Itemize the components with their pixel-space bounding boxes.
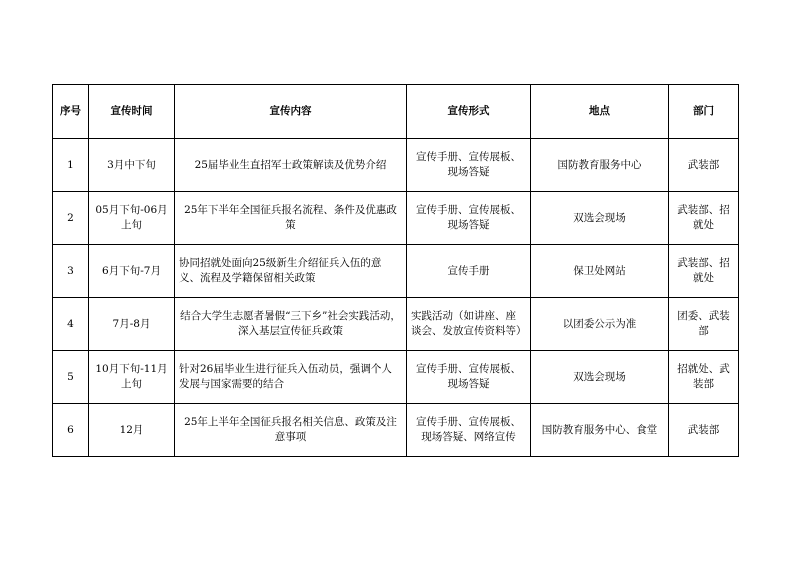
header-location: 地点	[531, 85, 669, 139]
table-row	[53, 351, 739, 404]
cell-time: 3月中下旬	[89, 139, 175, 192]
header-time: 宣传时间	[89, 85, 175, 139]
table-row	[53, 139, 739, 192]
cell-time: 12月	[89, 404, 175, 457]
table-header-row	[53, 85, 739, 139]
cell-form: 宣传手册	[407, 245, 531, 298]
cell-index: 4	[53, 298, 89, 351]
table-row	[53, 245, 739, 298]
cell-content: 25年上半年全国征兵报名相关信息、政策及注意事项	[175, 404, 407, 457]
table-row	[53, 192, 739, 245]
cell-index: 1	[53, 139, 89, 192]
cell-location: 保卫处网站	[531, 245, 669, 298]
cell-location: 以团委公示为准	[531, 298, 669, 351]
cell-index: 5	[53, 351, 89, 404]
cell-dept: 团委、武装部	[669, 298, 739, 351]
cell-location: 双选会现场	[531, 351, 669, 404]
header-form: 宣传形式	[407, 85, 531, 139]
cell-content: 针对26届毕业生进行征兵入伍动员，强调个人发展与国家需要的结合	[175, 351, 407, 404]
cell-content: 结合大学生志愿者暑假“三下乡”社会实践活动，深入基层宣传征兵政策	[175, 298, 407, 351]
cell-location: 国防教育服务中心	[531, 139, 669, 192]
schedule-table	[52, 84, 739, 457]
cell-dept: 招就处、武装部	[669, 351, 739, 404]
header-dept: 部门	[669, 85, 739, 139]
cell-dept: 武装部、招就处	[669, 192, 739, 245]
cell-index: 3	[53, 245, 89, 298]
cell-dept: 武装部	[669, 139, 739, 192]
cell-form: 实践活动（如讲座、座谈会、发放宣传资料等）	[407, 298, 531, 351]
cell-form: 宣传手册、宣传展板、现场答疑	[407, 192, 531, 245]
cell-index: 6	[53, 404, 89, 457]
cell-time: 6月下旬-7月	[89, 245, 175, 298]
cell-time: 10月下旬-11月上旬	[89, 351, 175, 404]
cell-location: 国防教育服务中心、食堂	[531, 404, 669, 457]
cell-location: 双选会现场	[531, 192, 669, 245]
cell-form: 宣传手册、宣传展板、现场答疑	[407, 351, 531, 404]
table-row	[53, 404, 739, 457]
header-content: 宣传内容	[175, 85, 407, 139]
cell-content: 协同招就处面向25级新生介绍征兵入伍的意义、流程及学籍保留相关政策	[175, 245, 407, 298]
cell-time: 05月下旬-06月上旬	[89, 192, 175, 245]
cell-dept: 武装部、招就处	[669, 245, 739, 298]
cell-dept: 武装部	[669, 404, 739, 457]
cell-form: 宣传手册、宣传展板、现场答疑、网络宣传	[407, 404, 531, 457]
cell-time: 7月-8月	[89, 298, 175, 351]
cell-index: 2	[53, 192, 89, 245]
cell-content: 25年下半年全国征兵报名流程、条件及优惠政策	[175, 192, 407, 245]
header-index: 序号	[53, 85, 89, 139]
cell-form: 宣传手册、宣传展板、现场答疑	[407, 139, 531, 192]
table-row	[53, 298, 739, 351]
cell-content: 25届毕业生直招军士政策解读及优势介绍	[175, 139, 407, 192]
